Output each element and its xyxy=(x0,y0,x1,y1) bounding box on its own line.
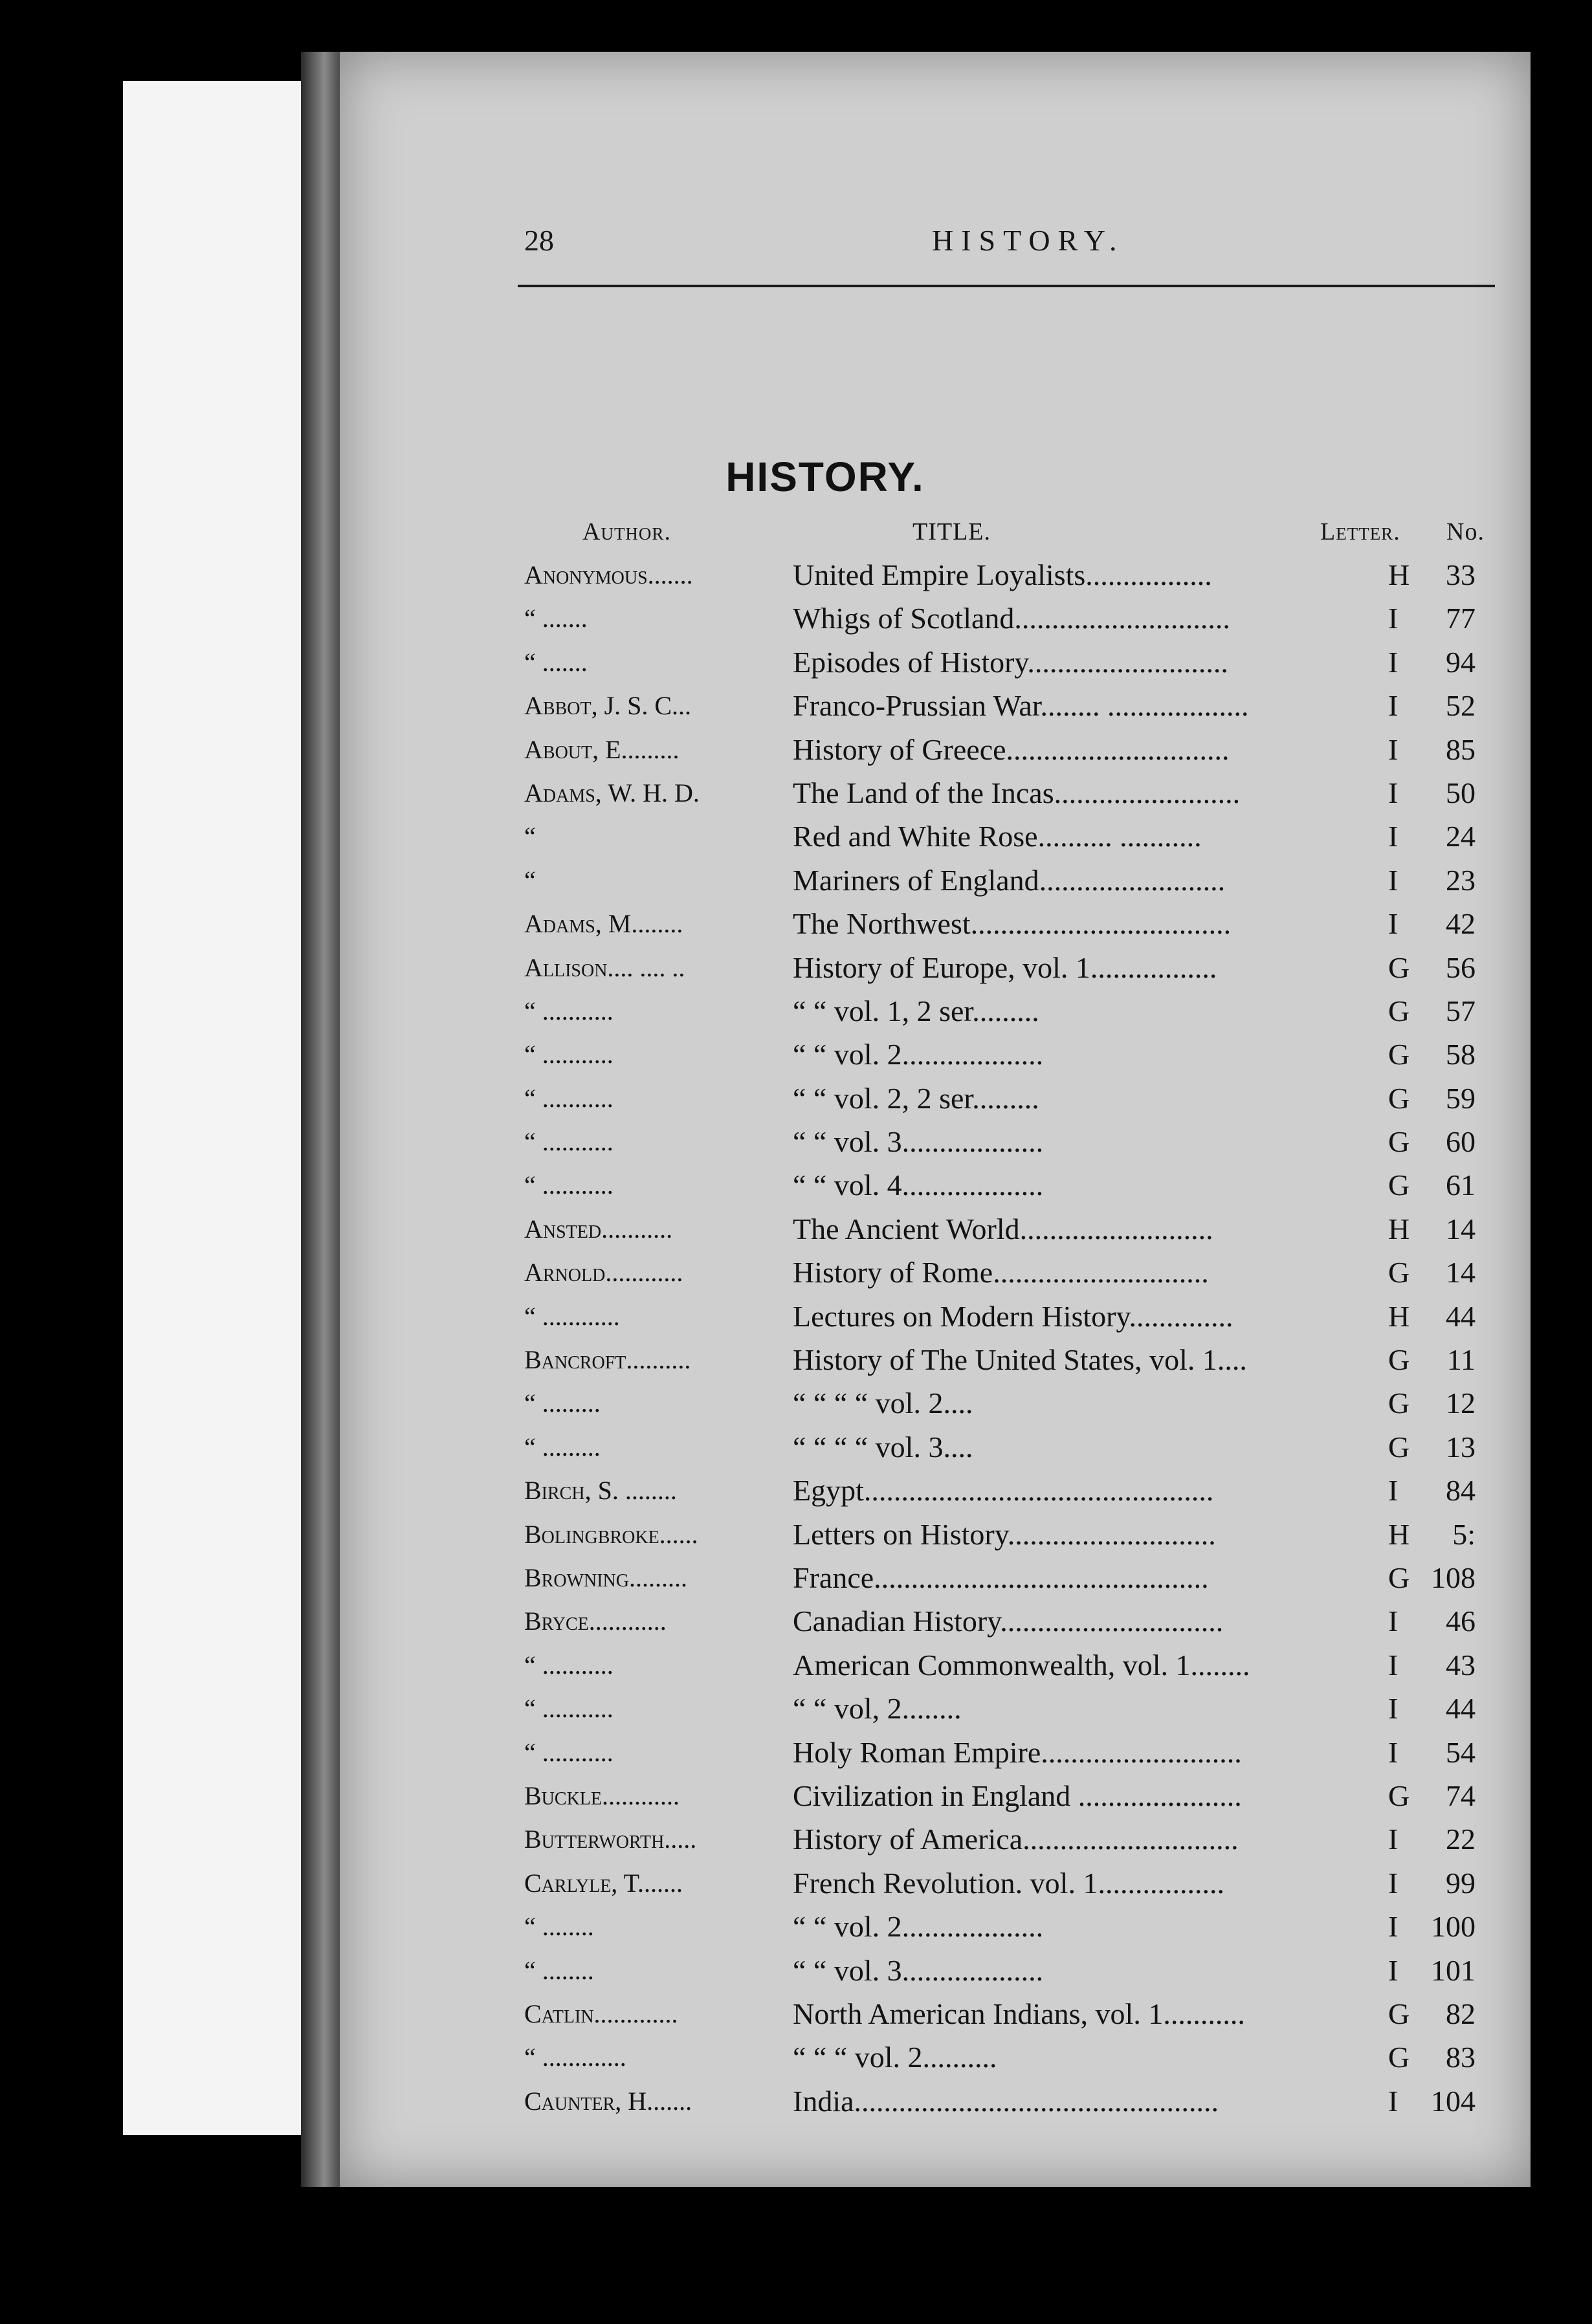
row-author: Adams, M........ xyxy=(524,909,683,939)
row-author: “ ........... xyxy=(524,996,614,1025)
catalog-row xyxy=(0,815,1592,858)
row-number: 13 xyxy=(1446,1430,1476,1463)
row-title: American Commonwealth, vol. 1........ xyxy=(793,1648,1250,1682)
catalog-row xyxy=(0,641,1592,684)
catalog-row xyxy=(0,1731,1592,1774)
catalog-row xyxy=(0,1120,1592,1163)
column-header-author: Author. xyxy=(582,518,671,545)
row-number: 104 xyxy=(1431,2084,1476,2118)
row-author: Butterworth..... xyxy=(524,1825,697,1854)
row-number: 100 xyxy=(1431,1910,1476,1944)
row-title: “ “ vol. 2................... xyxy=(793,1038,1044,1071)
row-author: Abbot, J. S. C... xyxy=(524,691,692,721)
catalog-row xyxy=(0,946,1592,989)
row-title: “ “ vol. 3................... xyxy=(793,1125,1044,1159)
catalog-row xyxy=(0,1469,1592,1512)
catalog-list xyxy=(0,553,1592,2123)
row-author: Carlyle, T....... xyxy=(524,1868,683,1898)
row-author: Allison.... .... .. xyxy=(524,952,685,982)
row-letter: I xyxy=(1388,602,1399,635)
row-title: Red and White Rose.......... ........... xyxy=(793,820,1202,853)
row-title: French Revolution. vol. 1................. xyxy=(793,1866,1224,1900)
row-number: 60 xyxy=(1446,1125,1476,1159)
header-rule xyxy=(518,285,1495,287)
row-author: Buckle............ xyxy=(524,1781,680,1810)
row-author: “ ........... xyxy=(524,1650,614,1680)
row-author: “ ........ xyxy=(524,1955,594,1985)
row-title: Canadian History.............................. xyxy=(793,1605,1224,1638)
row-title: History of Greece.............................. xyxy=(793,732,1230,766)
row-title: The Land of the Incas......................... xyxy=(793,776,1241,809)
row-letter: G xyxy=(1388,1343,1410,1377)
catalog-row xyxy=(0,684,1592,727)
row-author: Catlin............. xyxy=(524,1999,678,2028)
row-number: 44 xyxy=(1446,1692,1476,1726)
row-author: “ ....... xyxy=(524,604,588,633)
row-number: 22 xyxy=(1446,1823,1476,1856)
row-author: Anonymous....... xyxy=(524,560,693,589)
row-author: “ ........... xyxy=(524,1694,614,1724)
row-letter: I xyxy=(1388,1866,1399,1900)
row-title: History of Europe, vol. 1................. xyxy=(793,950,1217,984)
row-letter: I xyxy=(1388,2084,1399,2118)
catalog-row xyxy=(0,1992,1592,2035)
row-title: History of The United States, vol. 1.... xyxy=(793,1343,1247,1377)
row-number: 52 xyxy=(1446,689,1476,723)
row-author: “ ......... xyxy=(524,1388,601,1418)
row-author: “ ........... xyxy=(524,1040,614,1069)
row-title: Whigs of Scotland............................. xyxy=(793,602,1230,635)
row-letter: I xyxy=(1388,732,1399,766)
row-letter: I xyxy=(1388,1648,1399,1682)
row-author: “ ........... xyxy=(524,1127,614,1157)
section-title: HISTORY. xyxy=(725,454,925,500)
row-title: The Northwest................................... xyxy=(793,907,1232,941)
row-author: Adams, W. H. D. xyxy=(524,778,700,807)
catalog-row xyxy=(0,859,1592,902)
row-number: 54 xyxy=(1446,1735,1476,1769)
row-author: Bolingbroke...... xyxy=(524,1519,698,1549)
catalog-row xyxy=(0,1207,1592,1251)
column-header-title: TITLE. xyxy=(912,518,991,545)
running-header xyxy=(524,223,1492,269)
row-letter: I xyxy=(1388,820,1399,853)
row-number: 24 xyxy=(1446,820,1476,853)
row-author: “ xyxy=(524,822,536,851)
row-author: “ xyxy=(524,865,536,895)
row-author: “ ....... xyxy=(524,647,588,677)
row-number: 14 xyxy=(1446,1212,1476,1245)
row-letter: I xyxy=(1388,907,1399,941)
catalog-row xyxy=(0,1774,1592,1817)
row-title: Mariners of England......................... xyxy=(793,863,1226,897)
row-number: 61 xyxy=(1446,1168,1476,1202)
row-letter: G xyxy=(1388,1081,1410,1115)
row-author: “ ........... xyxy=(524,1083,614,1113)
row-letter: I xyxy=(1388,1735,1399,1769)
row-letter: I xyxy=(1388,1474,1399,1507)
row-number: 33 xyxy=(1446,558,1476,591)
row-number: 82 xyxy=(1446,1997,1476,2030)
row-author: “ ........... xyxy=(524,1170,614,1200)
catalog-row xyxy=(0,771,1592,815)
row-letter: G xyxy=(1388,2041,1410,2074)
row-title: North American Indians, vol. 1........... xyxy=(793,1997,1245,2030)
row-number: 43 xyxy=(1446,1648,1476,1682)
row-number: 57 xyxy=(1446,994,1476,1027)
row-number: 46 xyxy=(1446,1605,1476,1638)
row-number: 83 xyxy=(1446,2041,1476,2074)
row-number: 11 xyxy=(1446,1343,1476,1377)
row-author: About, E......... xyxy=(524,734,680,764)
catalog-row xyxy=(0,1905,1592,1948)
row-number: 94 xyxy=(1446,645,1476,679)
catalog-row xyxy=(0,1338,1592,1381)
row-letter: G xyxy=(1388,1997,1410,2030)
row-number: 12 xyxy=(1446,1387,1476,1420)
row-title: United Empire Loyalists................. xyxy=(793,558,1212,591)
row-author: Caunter, H....... xyxy=(524,2086,692,2116)
row-author: Birch, S. ........ xyxy=(524,1476,677,1506)
row-letter: H xyxy=(1388,1212,1410,1245)
row-letter: G xyxy=(1388,1256,1410,1289)
row-author: “ ........... xyxy=(524,1737,614,1767)
row-title: History of Rome............................. xyxy=(793,1256,1209,1289)
catalog-row xyxy=(0,2035,1592,2079)
row-letter: G xyxy=(1388,1038,1410,1071)
row-letter: I xyxy=(1388,689,1399,723)
row-number: 84 xyxy=(1446,1474,1476,1507)
column-header-no: No. xyxy=(1446,518,1485,545)
row-title: France............................................. xyxy=(793,1561,1209,1594)
catalog-row xyxy=(0,728,1592,771)
row-title: “ “ “ “ vol. 3.... xyxy=(793,1430,973,1463)
catalog-row xyxy=(0,1425,1592,1469)
row-number: 59 xyxy=(1446,1081,1476,1115)
row-letter: I xyxy=(1388,1910,1399,1944)
row-author: “ ............ xyxy=(524,1301,620,1331)
row-letter: I xyxy=(1388,1605,1399,1638)
row-title: Letters on History............................ xyxy=(793,1517,1216,1551)
running-title: HISTORY. xyxy=(932,224,1125,257)
row-letter: G xyxy=(1388,1168,1410,1202)
row-number: 108 xyxy=(1431,1561,1476,1594)
row-letter: H xyxy=(1388,558,1410,591)
catalog-row xyxy=(0,1251,1592,1294)
row-title: “ “ “ vol. 2.......... xyxy=(793,2041,997,2074)
row-letter: G xyxy=(1388,950,1410,984)
row-title: “ “ “ “ vol. 2.... xyxy=(793,1387,973,1420)
catalog-row xyxy=(0,1599,1592,1643)
row-title: History of America............................. xyxy=(793,1823,1239,1856)
row-title: “ “ vol, 2........ xyxy=(793,1692,962,1726)
row-title: Episodes of History........................... xyxy=(793,645,1228,679)
row-number: 58 xyxy=(1446,1038,1476,1071)
catalog-row xyxy=(0,2079,1592,2123)
row-letter: G xyxy=(1388,1561,1410,1594)
row-author: “ ............. xyxy=(524,2043,626,2072)
row-author: “ ........ xyxy=(524,1912,594,1942)
catalog-row xyxy=(0,1949,1592,1992)
catalog-row xyxy=(0,1381,1592,1425)
row-number: 99 xyxy=(1446,1866,1476,1900)
row-title: Lectures on Modern History.............. xyxy=(793,1299,1233,1333)
row-title: Holy Roman Empire........................... xyxy=(793,1735,1242,1769)
row-letter: G xyxy=(1388,1430,1410,1463)
row-author: Ansted........... xyxy=(524,1214,673,1244)
catalog-row xyxy=(0,1513,1592,1556)
row-title: Franco-Prussian War........ ................... xyxy=(793,689,1249,723)
catalog-row xyxy=(0,902,1592,945)
row-number: 42 xyxy=(1446,907,1476,941)
row-letter: I xyxy=(1388,1953,1399,1987)
row-number: 85 xyxy=(1446,732,1476,766)
row-letter: I xyxy=(1388,1823,1399,1856)
row-author: Arnold............ xyxy=(524,1258,683,1288)
row-number: 56 xyxy=(1446,950,1476,984)
row-title: “ “ vol. 2................... xyxy=(793,1910,1044,1944)
row-number: 5: xyxy=(1452,1517,1476,1551)
row-number: 77 xyxy=(1446,602,1476,635)
row-letter: G xyxy=(1388,994,1410,1027)
catalog-row xyxy=(0,1643,1592,1687)
row-number: 44 xyxy=(1446,1299,1476,1333)
page-number: 28 xyxy=(524,224,554,257)
catalog-row xyxy=(0,1033,1592,1076)
row-letter: G xyxy=(1388,1779,1410,1812)
catalog-row xyxy=(0,553,1592,597)
row-author: Bancroft.......... xyxy=(524,1345,691,1375)
row-author: “ ......... xyxy=(524,1432,601,1462)
row-title: Egypt............................................... xyxy=(793,1474,1214,1507)
row-title: “ “ vol. 3................... xyxy=(793,1953,1044,1987)
row-letter: I xyxy=(1388,776,1399,809)
row-title: The Ancient World.......................... xyxy=(793,1212,1213,1245)
row-title: “ “ vol. 4................... xyxy=(793,1168,1044,1202)
row-letter: H xyxy=(1388,1517,1410,1551)
row-title: “ “ vol. 1, 2 ser......... xyxy=(793,994,1039,1027)
row-letter: I xyxy=(1388,1692,1399,1726)
row-number: 14 xyxy=(1446,1256,1476,1289)
row-author: Bryce............ xyxy=(524,1606,667,1636)
catalog-row xyxy=(0,989,1592,1033)
catalog-row xyxy=(0,1556,1592,1599)
catalog-row xyxy=(0,1295,1592,1338)
row-number: 50 xyxy=(1446,776,1476,809)
row-title: Civilization in England ...................... xyxy=(793,1779,1242,1812)
column-header-letter: Letter. xyxy=(1320,518,1400,545)
catalog-row xyxy=(0,1861,1592,1905)
row-letter: G xyxy=(1388,1125,1410,1159)
row-number: 23 xyxy=(1446,863,1476,897)
catalog-row xyxy=(0,1163,1592,1207)
catalog-row xyxy=(0,1077,1592,1120)
row-title: “ “ vol. 2, 2 ser......... xyxy=(793,1081,1039,1115)
row-letter: I xyxy=(1388,645,1399,679)
row-title: India................................................. xyxy=(793,2084,1219,2118)
row-number: 101 xyxy=(1431,1953,1476,1987)
row-letter: I xyxy=(1388,863,1399,897)
catalog-row xyxy=(0,1687,1592,1730)
catalog-row xyxy=(0,597,1592,640)
row-letter: H xyxy=(1388,1299,1410,1333)
row-letter: G xyxy=(1388,1387,1410,1420)
catalog-row xyxy=(0,1817,1592,1861)
row-number: 74 xyxy=(1446,1779,1476,1812)
row-author: Browning......... xyxy=(524,1562,687,1592)
